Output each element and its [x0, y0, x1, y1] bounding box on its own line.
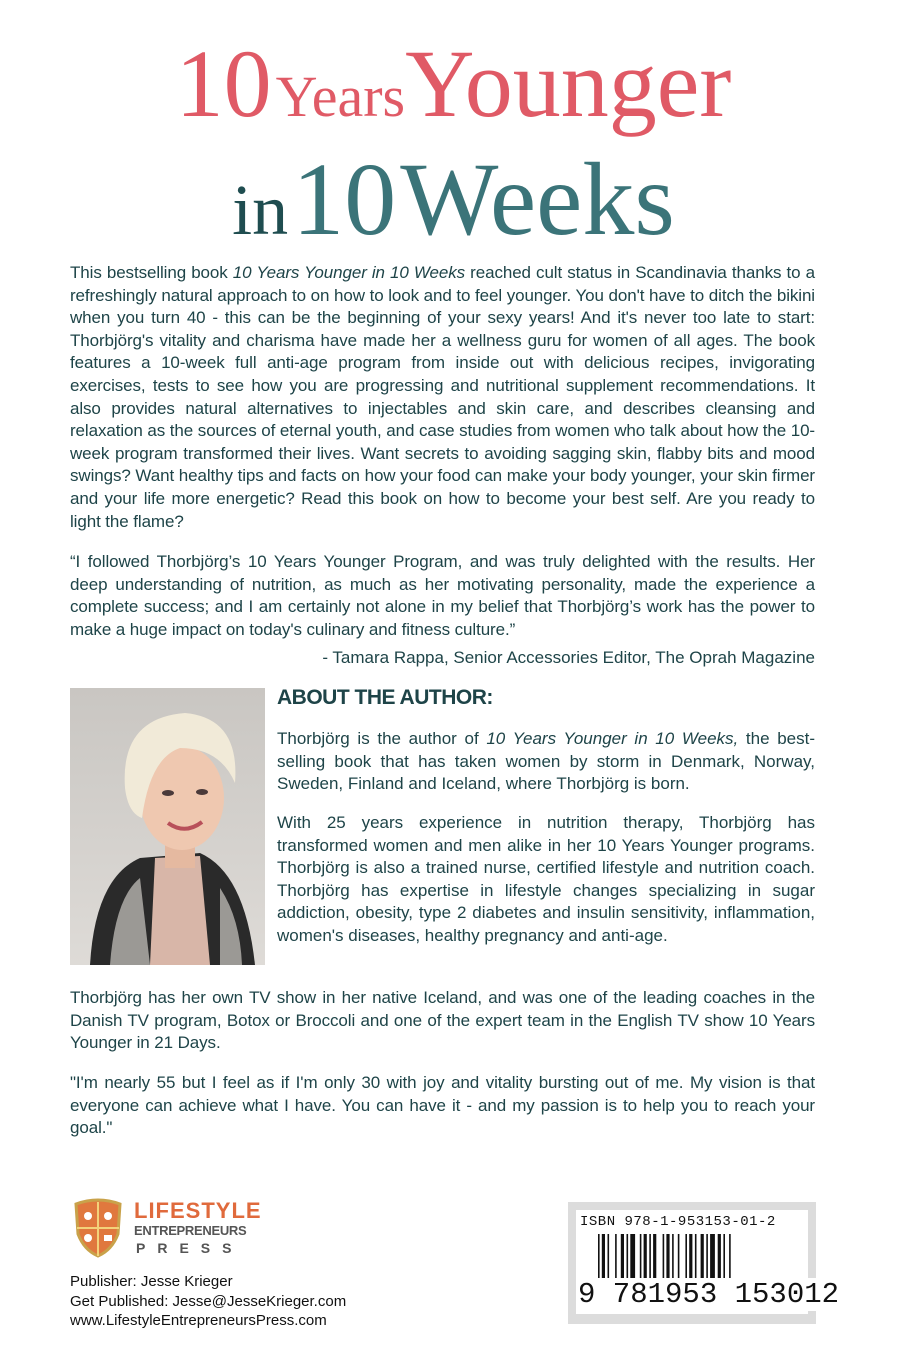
title-in: in: [232, 170, 289, 250]
author-photo: [70, 688, 265, 965]
publisher-info: [70, 1272, 346, 1331]
isbn-text: ISBN 978-1-953153-01-2: [580, 1214, 776, 1230]
title-years: Years: [275, 64, 406, 129]
title-weeks: Weeks: [400, 142, 675, 257]
title-line-2: [0, 140, 907, 259]
about-author-heading: ABOUT THE AUTHOR:: [277, 686, 493, 709]
logo-entrepreneurs: ENTREPRENEURS: [134, 1223, 247, 1238]
title-line-1: [0, 28, 907, 139]
shield-icon: [68, 1198, 128, 1260]
testimonial-quote: “I followed Thorbjörg’s 10 Years Younger Program, and was truly delighted with the results. Her deep understanding of nutrition, as much as her motivating personality, made the experience a complete success; and I am certainly not alone in my belief that Thorbjörg’s work has the power to make a huge impact on today's culinary and fitness culture.”: [70, 552, 815, 639]
logo-press: PRESS: [136, 1240, 244, 1256]
publisher-website: www.LifestyleEntrepreneursPress.com: [70, 1312, 327, 1329]
about-paragraph-3: Thorbjörg has her own TV show in her native Iceland, and was one of the leading coaches in the Danish TV program, Botox or Broccoli and one of the expert team in the English TV show 10 Years Younger in 21 Days.: [70, 988, 815, 1053]
description-intro: This bestselling book: [70, 263, 233, 282]
about-p1-start: Thorbjörg is the author of: [277, 729, 487, 748]
publisher-name: Publisher: Jesse Krieger: [70, 1273, 233, 1290]
about-paragraph-1: [277, 728, 815, 796]
description-book-title: 10 Years Younger in 10 Weeks: [232, 263, 466, 282]
barcode-number: 9 781953 153012: [578, 1278, 840, 1311]
about-paragraph-2: With 25 years experience in nutrition therapy, Thorbjörg has transformed women and men alike in her 10 Years Younger programs. Thorbjörg is also a trained nurse, certified lifestyle and nutrition coach. Thorbjörg has expertise in lifestyle changes specializing in sugar addiction, obesity, type 2 diabetes and insulin sensitivity, inflammation, women's diseases, healthy pregnancy and anti-age.: [277, 813, 815, 945]
title-younger: Younger: [405, 30, 732, 137]
logo-lifestyle: LIFESTYLE: [134, 1198, 262, 1223]
publisher-email: Get Published: Jesse@JesseKrieger.com: [70, 1292, 347, 1310]
author-quote: "I'm nearly 55 but I feel as if I'm only 30 with joy and vitality bursting out of me. My vision is that everyone can achieve what I have. You can have it - and my passion is to help you to reach your goal.": [70, 1073, 815, 1138]
isbn-barcode: [568, 1202, 840, 1324]
book-description: [70, 262, 815, 533]
publisher-logo: [68, 1198, 262, 1260]
description-body: reached cult status in Scandinavia thanks to a refreshingly natural approach to on how to look and to feel younger. You don't have to ditch the bikini when you turn 40 - this can be the beginning of your sexy years! And it's never too late to start: Thorbjörg's vitality and charisma have made her a wellness guru for women of all ages. The book features a 10-week full anti-age program from inside out with delicious recipes, invigorating exercises, tests to see how you are progressing and nutritional supplement recommendations. It also provides natural alternatives to injectables and skin care, and describes cleansing and relaxation as the sources of eternal youth, and case studies from women who talk about how the 10-week program transformed their lives. Want secrets to avoiding sagging skin, flabby bits and mood swings? Want healthy tips and facts on how your food can make your body younger, your skin firmer and your life more energetic? Read this book on how to become your best self. Are you ready to light the flame?: [70, 263, 815, 531]
title-number-2: 10: [292, 142, 397, 257]
testimonial-attribution: - Tamara Rappa, Senior Accessories Editor, The Oprah Magazine: [322, 648, 815, 667]
about-p1-end: the best-selling book that has taken women by storm in Denmark, Norway, Sweden, Finland and Iceland, where Thorbjörg is born.: [277, 729, 815, 794]
about-p1-title: 10 Years Younger in 10 Weeks,: [486, 729, 739, 748]
title-number: 10: [175, 30, 272, 137]
